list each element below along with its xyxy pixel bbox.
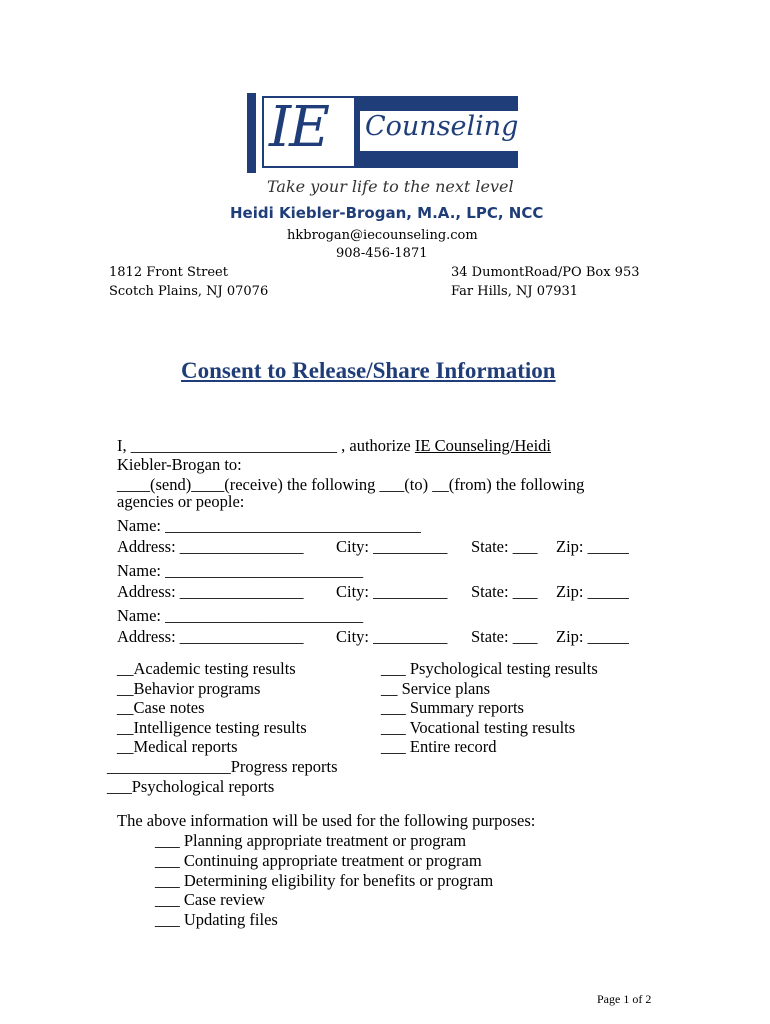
- auth-party: IE Counseling/Heidi: [414, 436, 551, 455]
- send-receive-line2: agencies or people:: [117, 492, 245, 511]
- record-option[interactable]: ___ Summary reports: [381, 698, 524, 717]
- city-field-2[interactable]: City: _________: [336, 582, 448, 601]
- purpose-option[interactable]: ___ Case review: [155, 890, 265, 909]
- zip-field-3[interactable]: Zip: _____: [556, 627, 629, 646]
- logo-top-band: [360, 96, 518, 111]
- auth-line2: Kiebler-Brogan to:: [117, 455, 242, 474]
- form-title: Consent to Release/Share Information: [181, 358, 556, 383]
- record-option[interactable]: __Academic testing results: [117, 659, 296, 678]
- logo-bottom-band: [360, 151, 518, 168]
- address-field-3[interactable]: Address: _______________: [117, 627, 304, 646]
- zip-field-2[interactable]: Zip: _____: [556, 582, 629, 601]
- purpose-option[interactable]: ___ Updating files: [155, 910, 278, 929]
- logo-word: Counseling: [365, 111, 519, 142]
- auth-i: I,: [117, 436, 127, 455]
- state-field-3[interactable]: State: ___: [471, 627, 538, 646]
- page-number: Page 1 of 2: [597, 992, 652, 1006]
- purpose-option[interactable]: ___ Determining eligibility for benefits or program: [155, 871, 494, 890]
- office1-street: 1812 Front Street: [109, 265, 228, 280]
- purposes-intro: The above information will be used for the following purposes:: [117, 811, 536, 830]
- record-option[interactable]: ___Psychological reports: [107, 777, 275, 796]
- phone: 908-456-1871: [336, 246, 428, 261]
- email: hkbrogan@iecounseling.com: [287, 228, 478, 243]
- record-option[interactable]: _______________Progress reports: [107, 757, 338, 776]
- record-option[interactable]: ___ Vocational testing results: [381, 718, 576, 737]
- state-field-2[interactable]: State: ___: [471, 582, 538, 601]
- record-option[interactable]: __ Service plans: [381, 679, 491, 698]
- practitioner-name: Heidi Kiebler-Brogan, M.A., LPC, NCC: [230, 204, 544, 222]
- record-option[interactable]: __Intelligence testing results: [117, 718, 307, 737]
- office2-street: 34 DumontRoad/PO Box 953: [451, 265, 640, 280]
- record-option[interactable]: __Case notes: [117, 698, 205, 717]
- record-option[interactable]: __Behavior programs: [117, 679, 261, 698]
- name-field-2[interactable]: Name: ________________________: [117, 561, 364, 580]
- office2-city: Far Hills, NJ 07931: [451, 284, 579, 299]
- ie-counseling-logo: [247, 93, 523, 173]
- logo-initials: IE: [269, 95, 328, 160]
- purpose-option[interactable]: ___ Continuing appropriate treatment or program: [155, 851, 482, 870]
- name-field-1[interactable]: Name: _______________________________: [117, 516, 421, 535]
- name-field-3[interactable]: Name: ________________________: [117, 606, 364, 625]
- logo-left-bar: [247, 93, 256, 173]
- auth-line: [117, 436, 551, 456]
- auth-mid: , authorize: [341, 436, 411, 455]
- state-field-1[interactable]: State: ___: [471, 537, 538, 556]
- purpose-option[interactable]: ___ Planning appropriate treatment or program: [155, 831, 467, 850]
- zip-field-1[interactable]: Zip: _____: [556, 537, 629, 556]
- tagline: Take your life to the next level: [267, 177, 514, 196]
- address-field-2[interactable]: Address: _______________: [117, 582, 304, 601]
- city-field-3[interactable]: City: _________: [336, 627, 448, 646]
- office1-city: Scotch Plains, NJ 07076: [109, 284, 269, 299]
- city-field-1[interactable]: City: _________: [336, 537, 448, 556]
- record-option[interactable]: ___ Psychological testing results: [381, 659, 598, 678]
- record-option[interactable]: __Medical reports: [117, 737, 238, 756]
- record-option[interactable]: ___ Entire record: [381, 737, 497, 756]
- address-field-1[interactable]: Address: _______________: [117, 537, 304, 556]
- send-receive-line[interactable]: ____(send)____(receive) the following ___(to) __(from) the following: [117, 475, 585, 494]
- auth-name-blank[interactable]: _________________________: [130, 436, 337, 455]
